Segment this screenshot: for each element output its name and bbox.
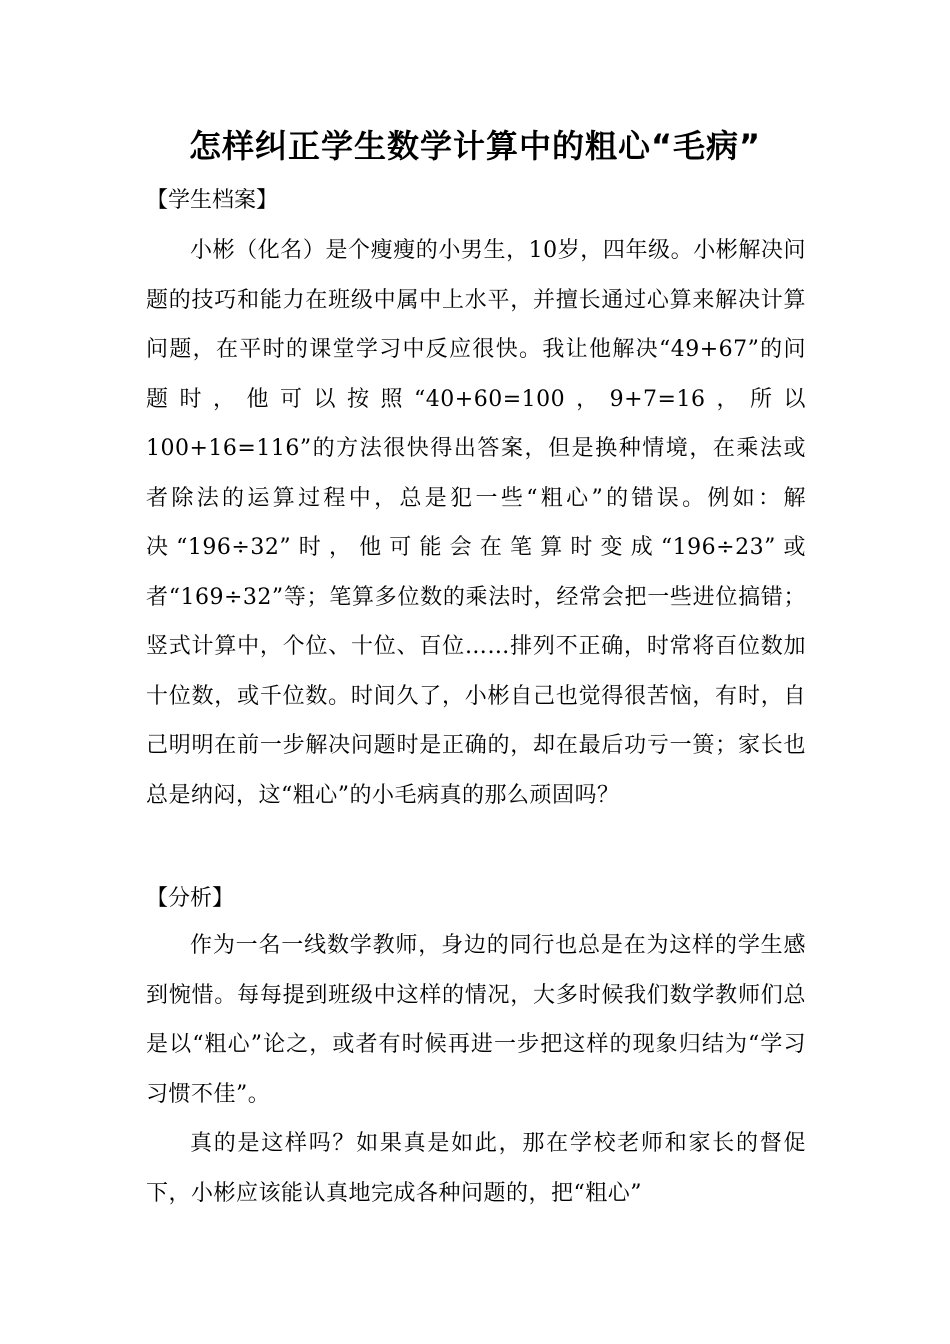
paragraph-analysis-1: 作为一名一线数学教师，身边的同行也总是在为这样的学生感到惋惜。每每提到班级中这样的情况，大多时候我们数学教师们总是以“粗心”论之，或者有时候再进一步把这样的现象归结为“学习习惯不佳”。 — [146, 933, 806, 1107]
section-heading-student-profile: 【学生档案】 — [146, 188, 279, 213]
section-heading-analysis: 【分析】 — [146, 886, 235, 911]
paragraph-student-profile: 小彬（化名）是个瘦瘦的小男生，10岁，四年级。小彬解决问题的技巧和能力在班级中属中上水平，并擅长通过心算来解决计算问题，在平时的课堂学习中反应很快。我让他解决“49+67”的问题时，他可以按照“40+60=100，9+7=16，所以100+16=116”的方法很快得出答案，但是换种情境，在乘法或者除法的运算过程中，总是犯一些“粗心”的错误。例如：解决“196÷32”时，他可能会在笔算时变成“196÷23”或者“169÷32”等；笔算多位数的乘法时，经常会把一些进位搞错；竖式计算中，个位、十位、百位……排列不正确，时常将百位数加十位数，或千位数。时间久了，小彬自己也觉得很苦恼，有时，自己明明在前一步解决问题时是正确的，却在最后功亏一篑；家长也总是纳闷，这“粗心”的小毛病真的那么顽固吗？ — [146, 238, 806, 808]
document-title: 怎样纠正学生数学计算中的粗心“毛病” — [188, 127, 762, 165]
paragraph-analysis-2: 真的是这样吗？如果真是如此，那在学校老师和家长的督促下，小彬应该能认真地完成各种问题的，把“粗心” — [146, 1131, 806, 1206]
